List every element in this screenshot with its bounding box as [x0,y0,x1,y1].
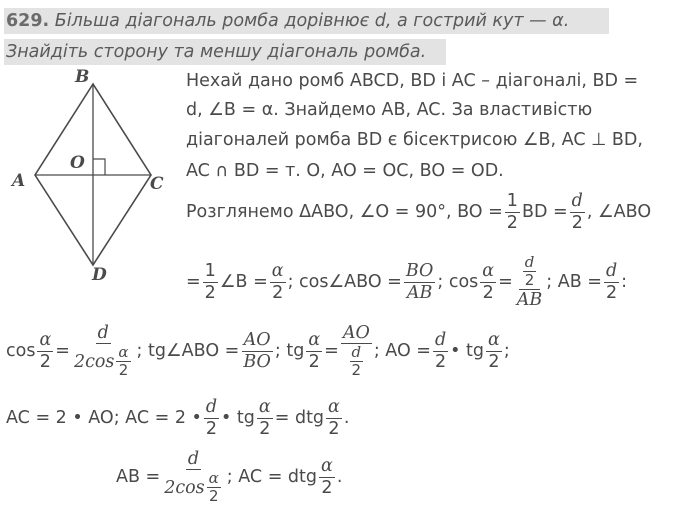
fraction-ao-over-d2: $\frac{AO}{\frac{d}{2}}$ [342,322,370,380]
fraction-alpha-over-2: $\frac{\alpha}{2}$ [39,330,52,372]
task-number: 629. [6,11,50,31]
solution-line-8: AC = 2 • AO; AC = 2 • $\frac{d}{2}$ • tg $\frac{\alpha}{2}$ = dtg $\frac{\alpha}{2}$ . [6,397,350,439]
label-b: B [75,67,90,87]
solution-line-5: Розглянемо ΔABO, ∠O = 90°, BO = $\frac{1}{2}$ BD = $\frac{d}{2}$ , ∠ABO [186,191,652,233]
fraction-d-over-2: $\frac{d}{2}$ [205,397,218,439]
task-line-1 [6,10,569,32]
fraction-alpha-over-2: $\frac{\alpha}{2}$ [328,397,340,439]
fraction-d-over-2: $\frac{d}{2}$ [434,330,447,372]
solution-line-1: Нехай дано ромб ABCD, BD і AC – діагоналі, BD = [186,71,639,91]
fraction-one-half: $\frac{1}{2}$ [506,191,518,233]
solution-line-6: = $\frac{1}{2}$ ∠B = $\frac{\alpha}{2}$ ; cos∠ABO = $\frac{BO}{AB}$ ; cos $\frac{\alpha}{2}$ = $\frac{\frac{d}{2}}{AB}$ ; AB = $\frac{d}{2}$ : [186,252,628,311]
fraction-ao-over-bo: $\frac{AO}{BO}$ [243,330,271,372]
solution-line-9: AB = d 2cos $\frac{\alpha}{2}$ ; AC = dtg $\frac{\alpha}{2}$ . [116,448,343,506]
solution-line-7: cos $\frac{\alpha}{2}$ = d 2cos $\frac{\alpha}{2}$ ; tg∠ABO = $\frac{AO}{BO}$ ; tg $\frac{\alpha}{2}$ = $\frac{AO}{\frac{d}{2}}$ ; AO = $\frac{d}{2}$ • tg $\frac{\alpha}{2}$ ; [6,322,510,380]
rhombus-figure [0,64,180,284]
fraction-d2-over-ab: $\frac{\frac{d}{2}}{AB}$ [516,252,543,311]
fraction-one-half: $\frac{1}{2}$ [204,261,216,303]
fraction-bo-over-ab: $\frac{BO}{AB}$ [405,261,434,303]
fraction-alpha-over-2: $\frac{\alpha}{2}$ [258,397,271,439]
label-a: A [12,171,26,191]
fraction-d-over-2: $\frac{d}{2}$ [605,261,618,303]
fraction-d-over-2: $\frac{d}{2}$ [571,191,583,233]
fraction-d-over-2cos: d 2cos $\frac{\alpha}{2}$ [164,448,219,506]
fraction-alpha-over-2: $\frac{\alpha}{2}$ [321,456,333,498]
fraction-alpha-over-2: $\frac{\alpha}{2}$ [308,330,321,372]
fraction-alpha-over-2: $\frac{\alpha}{2}$ [482,261,495,303]
solution-line-2: d, ∠B = α. Знайдемо AB, AC. За властивістю [186,100,593,120]
label-d: D [92,265,107,284]
task-text-1: Більша діагональ ромба дорівнює d, а гострий кут — α. [54,11,570,31]
solution-line-3: діагоналей ромба BD є бісектрисою ∠B, AC ⊥ BD, [186,130,643,150]
fraction-alpha-over-2: $\frac{\alpha}{2}$ [271,261,284,303]
solution-line-4: AC ∩ BD = т. O, AO = OC, BO = OD. [186,161,504,181]
fraction-alpha-over-2: $\frac{\alpha}{2}$ [488,330,500,372]
fraction-d-over-2cos: d 2cos $\frac{\alpha}{2}$ [73,322,129,380]
label-o: O [70,153,85,173]
right-angle-mark [93,159,105,175]
label-c: C [150,174,164,194]
task-line-2 [6,41,426,63]
task-text-2: Знайдіть сторону та меншу діагональ ромба. [6,42,427,62]
